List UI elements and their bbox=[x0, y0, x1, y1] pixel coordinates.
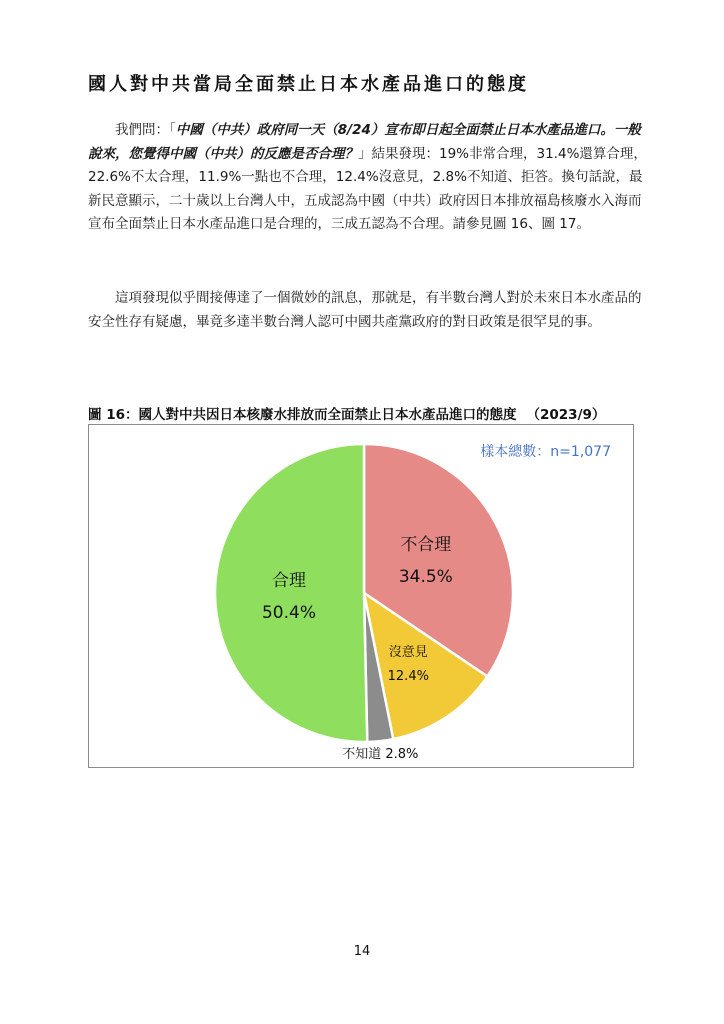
slice-value-no-opinion: 12.4% bbox=[387, 669, 429, 685]
pie-chart-frame bbox=[88, 424, 634, 768]
figure-caption-text: 圖 16：國人對中共因日本核廢水排放而全面禁止日本水產品進口的態度 bbox=[88, 407, 517, 423]
slice-value-unreasonable: 34.5% bbox=[398, 567, 453, 588]
survey-question: 中國（中共）政府同一天（8/24）宣布即日起全面禁止日本水產品進口。一般說來，您覺得中國（中共）的反應是否合理？ bbox=[88, 122, 641, 162]
page-number: 14 bbox=[353, 944, 371, 959]
paragraph-interpretation bbox=[88, 287, 648, 334]
figure-caption bbox=[88, 403, 605, 423]
sample-size-label: 樣本總數：n=1,077 bbox=[480, 444, 611, 460]
survey-findings: 結果發現：19%非常合理，31.4%還算合理，22.6%不太合理，11.9%一點也不合理，12.4%沒意見，2.8%不知道、拒答。換句話說，最新民意顯示，二十歲以上台灣人中，五成認為中國（中共）政府因日本排放福島核廢水入海而宣布全面禁止日本水產品進口是合理的，三成五認為不合理。請參見圖 16、圖 17。 bbox=[88, 145, 647, 232]
slice-label-unreasonable: 不合理 bbox=[400, 535, 452, 556]
pie-slice-reasonable bbox=[215, 444, 367, 742]
quote-open: 「 bbox=[169, 122, 176, 138]
slice-label-reasonable: 合理 bbox=[272, 570, 307, 591]
paragraph-findings bbox=[88, 119, 648, 237]
paragraph-interpretation-text: 這項發現似乎間接傳達了一個微妙的訊息，那就是，有半數台灣人對於未來日本水產品的安全性存有疑慮，畢竟多達半數台灣人認可中國共產黨政府的對日政策是很罕見的事。 bbox=[88, 290, 642, 330]
figure-caption-date: （2023/9） bbox=[526, 407, 606, 423]
slice-label-dont-know: 不知道 2.8% bbox=[342, 747, 419, 763]
quote-close: 」 bbox=[358, 145, 372, 162]
paragraph-lead: 我們問： bbox=[115, 122, 169, 138]
pie-chart bbox=[89, 425, 635, 769]
section-heading: 國人對中共當局全面禁止日本水產品進口的態度 bbox=[88, 74, 529, 95]
slice-value-reasonable: 50.4% bbox=[261, 602, 317, 623]
slice-label-no-opinion: 沒意見 bbox=[388, 645, 428, 661]
